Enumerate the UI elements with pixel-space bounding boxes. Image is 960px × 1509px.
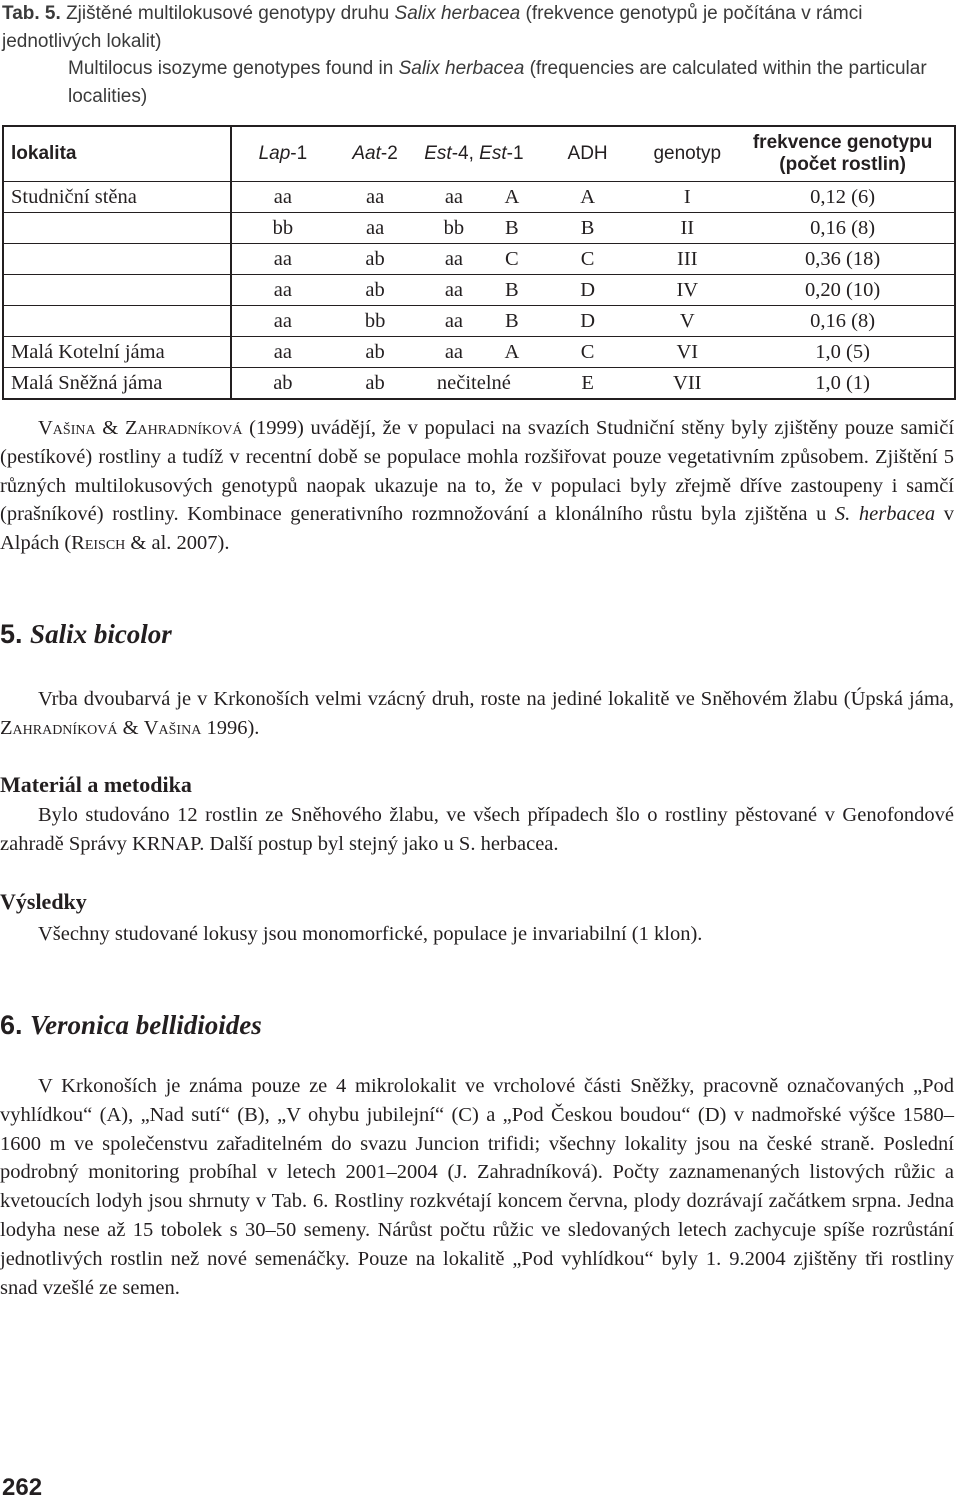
results-heading: Výsledky: [0, 889, 87, 914]
table-row: aa ab aa B D IV 0,20 (10): [3, 275, 955, 306]
table-row: aa ab aa C C III 0,36 (18): [3, 244, 955, 275]
section-5-intro: Vrba dvoubarvá je v Krkonoších velmi vzácný druh, roste na jediné lokalitě ve Sněhovém žlabu (Úpská jáma, Zahradníková & Vašina 1996).: [0, 688, 954, 739]
genotype-table: [2, 125, 956, 400]
caption-czech: Tab. 5. Zjištěné multilokusové genotypy druhu Salix herbacea (frekvence genotypů je počítána v rámci jednotlivých lokalit): [2, 3, 863, 52]
methods-heading: Materiál a metodika: [0, 772, 192, 797]
page-number: 262: [2, 1474, 43, 1501]
header-locality: lokalita: [3, 126, 231, 182]
table-row: aa bb aa B D V 0,16 (8): [3, 306, 955, 337]
methods-text: Bylo studováno 12 rostlin ze Sněhového žlabu, ve všech případech šlo o rostliny pěstované v Genofondové zahradě Správy KRNAP. Další postup byl stejný jako u S. herbacea.: [0, 804, 954, 855]
table-row: Malá Kotelní jáma aa ab aa A C VI 1,0 (5): [3, 337, 955, 368]
table-number: Tab. 5.: [2, 3, 61, 24]
header-frequency: frekvence genotypu (počet rostlin): [752, 132, 933, 175]
table-row: bb aa bb B B II 0,16 (8): [3, 213, 955, 244]
table-row: Studniční stěna aa aa aa A A I 0,12 (6): [3, 182, 955, 213]
results-text: Všechny studované lokusy jsou monomorfické, populace je invariabilní (1 klon).: [38, 923, 703, 945]
discussion-paragraph: Vašina & Zahradníková (1999) uvádějí, že v populaci na svazích Studniční stěny byly zjištěny pouze samičí (pestíkové) rostliny a tudíž v recentní době se populace mohla rozšiřovat pouze vegetativním způsobem. Zjištění 5 různých multilokusových genotypů naopak ukazuje na to, že v populaci byly zřejmě dříve zastoupeny i samčí (prašníkové) rostliny. Kombinace generativního rozmnožování a klonálního růstu byla zjištěna u S. herbacea v Alpách (Reisch & al. 2007).: [0, 417, 955, 555]
section-6-text: V Krkonoších je známa pouze ze 4 mikrolokalit ve vrcholové části Sněžky, pracovně označovaných „Pod vyhlídkou“ (A), „Nad sutí“ (B), „V ohybu jubilejní“ (C) a „Pod Českou boudou“ (D) v nadmořské výšce 1580–1600 m ve společenstvu zařaditelném do svazu Juncion trifidi; všechny lokality jsou na české straně. Poslední podrobný monitoring probíhal v letech 2001–2004 (J. Zahradníková). Počty zaznamenaných listových růžic a kvetoucích lodyh jsou shrnuty v Tab. 6. Rostliny rozkvétají koncem června, plody dozrávají začátkem srpna. Jedna lodyha nese až 15 tobolek s 30–50 semeny. Nárůst počtu růžic ve sledovaných letech zachycuje spíše rozrůstání jednotlivých rostlin než nové semenáčky. Pouze na lokalitě „Pod vyhlídkou“ byly 1. 9.2004 zjištěny tři rostliny snad vzešlé ze semen.: [0, 1075, 954, 1299]
header-est: Est-4, Est-1: [424, 143, 524, 164]
section-5-heading: 5. Salix bicolor: [0, 619, 172, 649]
table-caption: [2, 0, 952, 110]
caption-english: Multilocus isozyme genotypes found in Salix herbacea (frequencies are calculated within the particular localities): [68, 58, 927, 107]
header-genotype: genotyp: [653, 143, 722, 164]
table-row: Malá Sněžná jáma ab ab nečitelné E VII 1,0 (1): [3, 368, 955, 400]
header-aat: Aat-2: [352, 143, 398, 164]
header-lap: Lap-1: [258, 143, 308, 164]
header-adh: ADH: [567, 143, 608, 164]
table-header-row: [3, 126, 955, 182]
section-6-heading: 6. Veronica bellidioides: [0, 1010, 262, 1040]
